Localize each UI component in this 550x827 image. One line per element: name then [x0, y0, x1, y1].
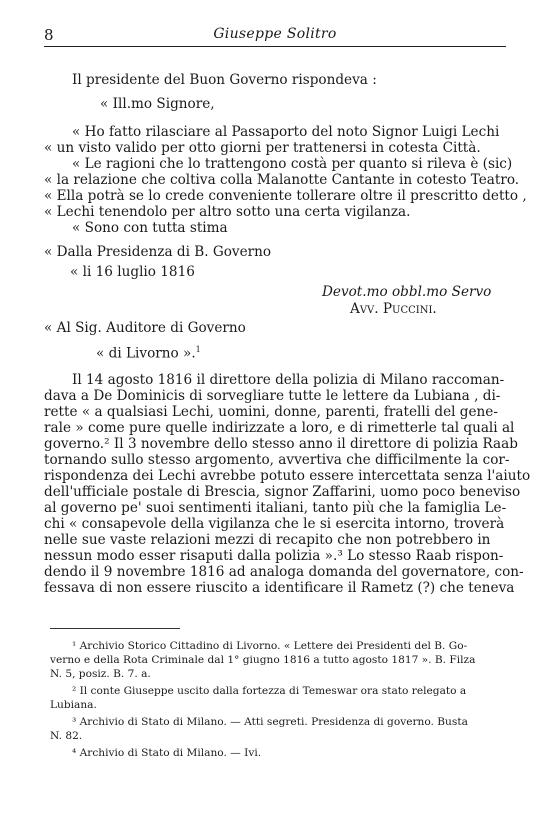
narrative-line: governo.² Il 3 novembre dello stesso anno il direttore di polizia Raab: [44, 436, 518, 452]
letter-line: « Lechi tenendolo per altro sotto una certa vigilanza.: [44, 204, 411, 220]
narrative-line: dava a De Dominicis di sorvegliare tutte le lettere da Lubiana , di-: [44, 388, 501, 404]
footnote-line: N. 82.: [50, 730, 83, 742]
footnote-line: ⁴ Archivio di Stato di Milano. — Ivi.: [72, 747, 262, 759]
letter-line: « la relazione che coltiva colla Malanotte Cantante in cotesto Teatro.: [44, 172, 520, 188]
footnote-line: Lubiana.: [50, 699, 97, 711]
letter-salutation: « Ill.mo Signore,: [100, 96, 215, 112]
letter-signature: Avv. Puccini.: [350, 301, 437, 317]
letter-closing: « Sono con tutta stima: [72, 220, 228, 236]
letter-date: « li 16 luglio 1816: [70, 264, 195, 280]
footnote-line: verno e della Rota Criminale dal 1° giugno 1816 a tutto agosto 1817 ». B. Filza: [50, 654, 476, 666]
narrative-line: rispondenza dei Lechi avrebbe potuto essere intercettata senza l'aiuto: [44, 468, 531, 484]
footnote-line: ¹ Archivio Storico Cittadino di Livorno. « Lettere dei Presidenti del B. Go-: [72, 640, 468, 652]
footnote-separator: [50, 628, 180, 629]
narrative-line: al governo pe' suoi sentimenti italiani, tanto più che la famiglia Le-: [44, 500, 507, 516]
narrative-line: nessun modo esser risaputi dalla polizia ».³ Lo stesso Raab rispon-: [44, 548, 504, 564]
letter-signoff: Devot.mo obbl.mo Servo: [322, 284, 492, 300]
letter-addressee: « Al Sig. Auditore di Governo: [44, 320, 246, 336]
footnote-marker: 1: [195, 345, 201, 354]
letter-from: « Dalla Presidenza di B. Governo: [44, 244, 272, 260]
footnote-line: ² Il conte Giuseppe uscito dalla fortezza di Temeswar ora stato relegato a: [72, 685, 467, 697]
narrative-line: fessava di non essere riuscito a identificare il Rametz (?) che teneva: [44, 580, 515, 596]
footnote-line: ³ Archivio di Stato di Milano. — Atti segreti. Presidenza di governo. Busta: [72, 716, 468, 728]
letter-addressee: « di Livorno ».$^1$: [96, 345, 201, 362]
intro-line: Il presidente del Buon Governo rispondeva :: [72, 72, 377, 88]
narrative-line: dell'ufficiale postale di Brescia, signor Zaffarini, uomo poco beneviso: [44, 484, 521, 500]
narrative-line: Il 14 agosto 1816 il direttore della polizia di Milano raccoman-: [72, 372, 505, 388]
page-header: [44, 26, 506, 47]
running-title: Giuseppe Solitro: [213, 26, 337, 42]
narrative-line: dendo il 9 novembre 1816 ad analoga domanda del governatore, con-: [44, 564, 524, 580]
footnote-line: N. 5, posiz. B. 7. a.: [50, 668, 151, 680]
narrative-line: tornando sullo stesso argomento, avvertiva che difficilmente la cor-: [44, 452, 510, 468]
page-number: 8: [44, 26, 54, 44]
letter-line: « un visto valido per otto giorni per trattenersi in cotesta Città.: [44, 140, 481, 156]
letter-line: « Le ragioni che lo trattengono costà per quanto si rileva è (sic): [72, 156, 513, 172]
narrative-line: chi « consapevole della vigilanza che le si esercita intorno, troverà: [44, 516, 505, 532]
narrative-line: nelle sue vaste relazioni mezzi di recapito che non potrebbero in: [44, 532, 491, 548]
narrative-line: rale » come pure quelle indirizzate a loro, e di rimetterle tal quali al: [44, 420, 515, 436]
narrative-line: rette « a qualsiasi Lechi, uomini, donne, parenti, fratelli del gene-: [44, 404, 498, 420]
letter-line: « Ho fatto rilasciare al Passaporto del noto Signor Luigi Lechi: [72, 124, 500, 140]
letter-line: « Ella potrà se lo crede conveniente tollerare oltre il prescritto detto ,: [44, 188, 527, 204]
